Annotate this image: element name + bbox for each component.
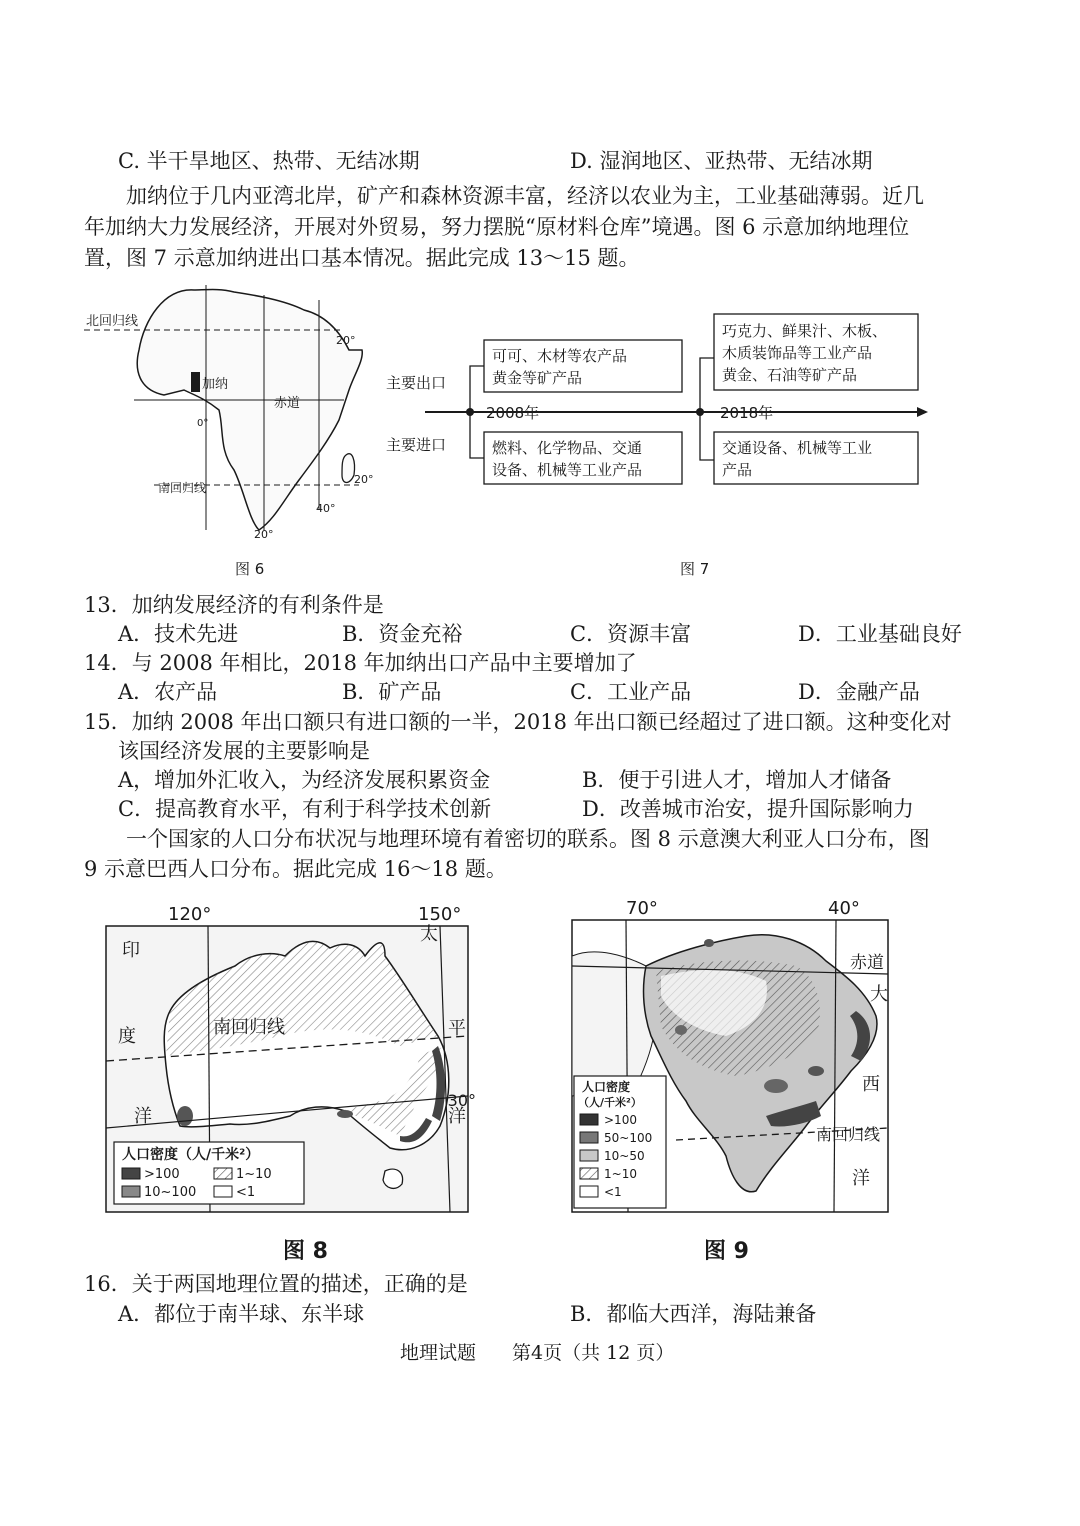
q15-stem-line1: 15．加纳 2008 年出口额只有进口额的一半，2018 年出口额已经超过了进口额。这种变化对 — [84, 710, 952, 734]
footer-page-number: 第4页（共 12 页） — [512, 1342, 675, 1364]
label-lon-40: 40° — [828, 898, 860, 919]
legend-title-1: 人口密度 — [582, 1080, 631, 1094]
import-2018-line1: 交通设备、机械等工业 — [722, 439, 873, 457]
label-pacific-1: 太 — [420, 924, 438, 945]
pop-intro-line2: 9 示意巴西人口分布。据此完成 16～18 题。 — [84, 857, 507, 881]
label-tropic-cancer: 北回归线 — [86, 314, 139, 329]
label-deg-20-right: 20° — [354, 473, 374, 486]
legend-item-1-10: 1~10 — [236, 1167, 272, 1182]
ghana-intro-line2: 年加纳大力发展经济，开展对外贸易，努力摆脱“原材料仓库”境遇。图 6 示意加纳地理位 — [84, 215, 910, 239]
pop-intro-line1: 一个国家的人口分布状况与地理环境有着密切的联系。图 8 示意澳大利亚人口分布，图 — [126, 827, 930, 851]
q13-option-a: A．技术先进 — [118, 622, 239, 646]
legend-item-lt1: <1 — [236, 1185, 256, 1200]
legend-item-10-100: 10~100 — [144, 1185, 197, 1200]
label-main-import: 主要进口 — [386, 436, 447, 454]
label-tropic: 南回归线 — [816, 1125, 881, 1144]
label-indian-3: 洋 — [134, 1106, 152, 1127]
label-pacific-2: 平 — [448, 1018, 466, 1039]
q16-stem: 16．关于两国地理位置的描述，正确的是 — [84, 1272, 468, 1296]
export-2018-line2: 木质装饰品等工业产品 — [722, 344, 873, 362]
import-2008-line1: 燃料、化学物品、交通 — [492, 439, 643, 457]
figure-8-caption: 图 8 — [283, 1239, 328, 1264]
ghana-marker — [191, 372, 200, 392]
q14-option-c: C．工业产品 — [570, 680, 692, 704]
ghana-intro-line3: 置，图 7 示意加纳进出口基本情况。据此完成 13～15 题。 — [84, 246, 640, 270]
legend-title-2: （人/千米²） — [578, 1096, 642, 1109]
q12-option-d: D. 湿润地区、亚热带、无结冰期 — [570, 149, 873, 173]
q13-option-c: C．资源丰富 — [570, 622, 692, 646]
legend-item-1-10: 1~10 — [604, 1167, 637, 1181]
figure-6-africa-map — [84, 280, 384, 550]
q13-option-b: B．资金充裕 — [342, 622, 463, 646]
label-atlantic-1: 大 — [870, 984, 888, 1005]
import-2008-line2: 设备、机械等工业产品 — [492, 461, 643, 479]
label-year-2008: 2008年 — [486, 404, 540, 422]
label-tropic-capricorn: 南回归线 — [158, 481, 207, 495]
legend-item-lt1: <1 — [604, 1185, 622, 1199]
label-pacific-3: 洋 — [448, 1106, 466, 1127]
figure-8-australia-map — [100, 896, 480, 1216]
q14-option-b: B．矿产品 — [342, 680, 442, 704]
q16-option-b: B．都临大西洋，海陆兼备 — [570, 1302, 817, 1326]
q15-option-c: C．提高教育水平，有利于科学技术创新 — [118, 797, 492, 821]
figure-9-caption: 图 9 — [704, 1239, 749, 1264]
label-lat-30: 30° — [447, 1091, 476, 1110]
legend-item-10-50: 10~50 — [604, 1149, 645, 1163]
label-lon-70: 70° — [626, 898, 658, 919]
madagascar — [342, 454, 355, 483]
q14-option-a: A．农产品 — [118, 680, 218, 704]
legend-item-50-100: 50~100 — [604, 1131, 653, 1145]
export-2018-line1: 巧克力、鲜果汁、木板、 — [722, 322, 888, 340]
label-year-2018: 2018年 — [720, 404, 774, 422]
q13-option-d: D．工业基础良好 — [798, 622, 962, 646]
q15-option-b: B．便于引进人才，增加人才储备 — [582, 768, 892, 792]
figure-7-caption: 图 7 — [680, 560, 710, 578]
label-indian-1: 印 — [122, 940, 140, 961]
label-atlantic-2: 西 — [862, 1074, 880, 1095]
export-2008-line1: 可可、木材等农产品 — [492, 347, 628, 365]
label-atlantic-3: 洋 — [852, 1168, 870, 1189]
q13-stem: 13．加纳发展经济的有利条件是 — [84, 593, 384, 617]
label-indian-2: 度 — [118, 1026, 136, 1047]
q12-option-c: C. 半干旱地区、热带、无结冰期 — [118, 149, 420, 173]
footer-subject: 地理试题 — [400, 1342, 477, 1364]
import-2018-line2: 产品 — [722, 461, 753, 479]
label-equator: 赤道 — [850, 953, 884, 973]
legend-item-gt100: >100 — [144, 1167, 180, 1182]
figure-6-caption: 图 6 — [235, 560, 265, 578]
label-equator: 赤道 — [274, 396, 301, 411]
label-tropic: 南回归线 — [213, 1017, 285, 1038]
q15-stem-line2: 该国经济发展的主要影响是 — [118, 739, 370, 763]
figure-7-trade-diagram — [380, 310, 940, 490]
label-lon-120: 120° — [168, 904, 212, 925]
label-deg-20-top: 20° — [336, 334, 356, 347]
label-deg-20-bottom: 20° — [254, 528, 274, 541]
export-2018-line3: 黄金、石油等矿产品 — [722, 366, 858, 384]
label-main-export: 主要出口 — [386, 374, 447, 392]
q16-option-a: A．都位于南半球、东半球 — [118, 1302, 365, 1326]
q14-stem: 14．与 2008 年相比，2018 年加纳出口产品中主要增加了 — [84, 651, 637, 675]
figure-9-brazil-map — [566, 896, 896, 1216]
label-ghana: 加纳 — [202, 377, 229, 392]
q15-option-a: A，增加外汇收入，为经济发展积累资金 — [118, 768, 491, 792]
label-lon-150: 150° — [418, 904, 462, 925]
legend-item-gt100: >100 — [604, 1113, 637, 1127]
ghana-intro-line1: 加纳位于几内亚湾北岸，矿产和森林资源丰富，经济以农业为主，工业基础薄弱。近几 — [126, 184, 924, 208]
label-deg-0: 0° — [197, 418, 209, 429]
q14-option-d: D．金融产品 — [798, 680, 920, 704]
export-2008-line2: 黄金等矿产品 — [492, 369, 583, 387]
q15-option-d: D．改善城市治安，提升国际影响力 — [582, 797, 914, 821]
legend-title: 人口密度（人/千米²） — [122, 1147, 260, 1163]
label-deg-40: 40° — [316, 502, 336, 515]
